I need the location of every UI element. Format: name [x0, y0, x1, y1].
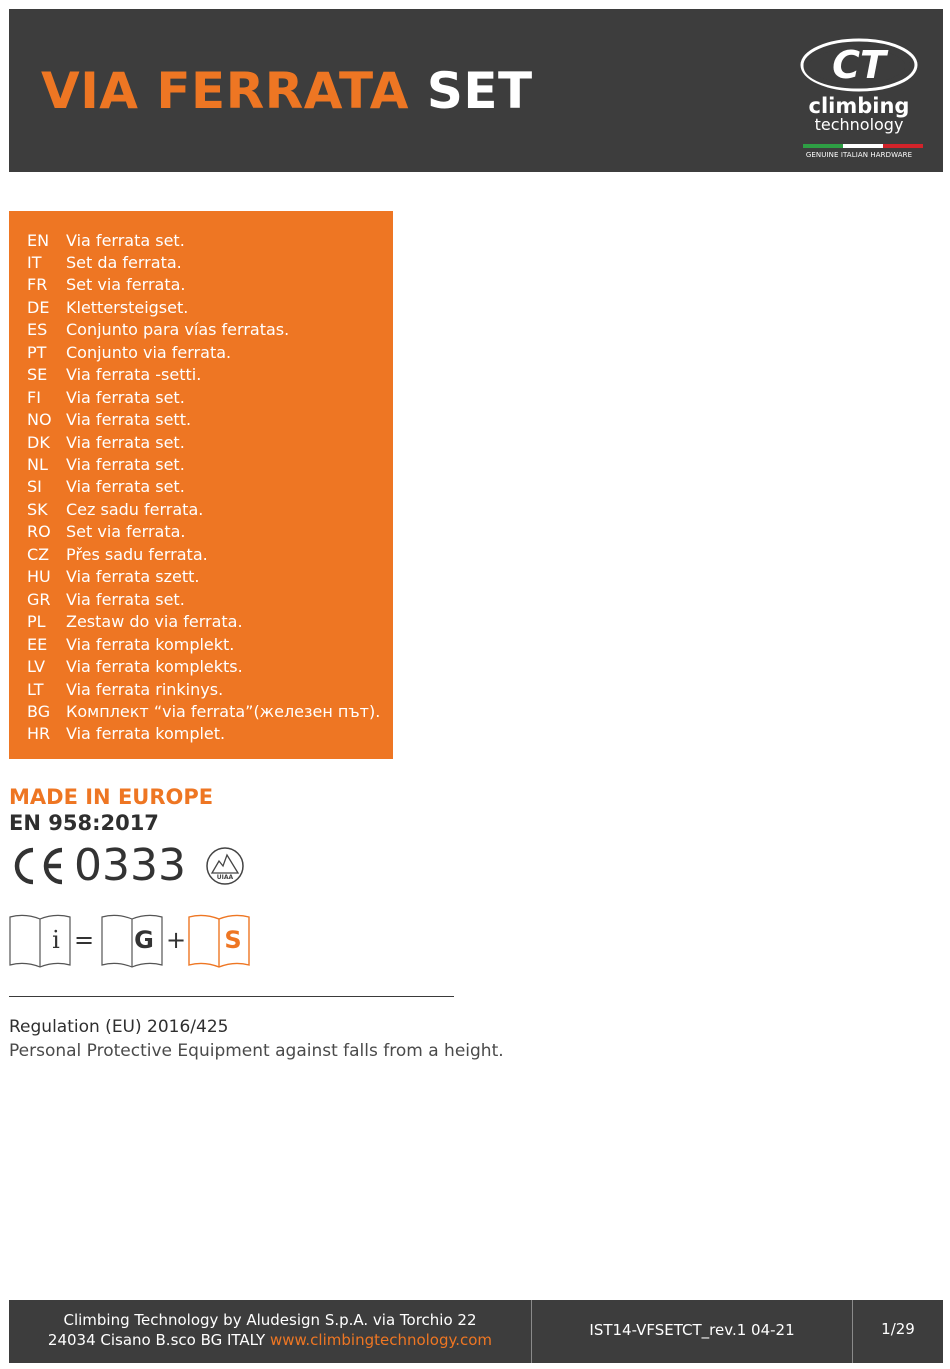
language-text: Via ferrata komplekts.: [66, 657, 243, 677]
language-code: IT: [27, 252, 42, 272]
brand-logo: [791, 35, 927, 165]
language-code: SK: [27, 499, 48, 519]
language-code: ES: [27, 320, 48, 340]
language-row: [27, 521, 185, 543]
language-text: Via ferrata set.: [66, 432, 185, 452]
language-code: NO: [27, 410, 52, 430]
language-code: EE: [27, 634, 48, 654]
title-white: SET: [426, 62, 533, 120]
language-row: [27, 543, 208, 565]
language-text: Klettersteigset.: [66, 297, 189, 317]
title-orange: VIA FERRATA: [41, 62, 409, 120]
language-text: Via ferrata set.: [66, 589, 185, 609]
language-text: Conjunto para vías ferratas.: [66, 320, 290, 340]
language-code: DK: [27, 432, 50, 452]
language-row: [27, 476, 185, 498]
address-text: 24034 Cisano B.sco BG ITALY: [47, 1331, 270, 1349]
language-row: [27, 409, 191, 431]
company-info: [9, 1310, 531, 1350]
ce-mark-icon: [9, 846, 69, 890]
address-line: [9, 1330, 531, 1350]
ct-monogram-icon: [791, 35, 927, 97]
specific-letter: S: [224, 926, 242, 954]
header-band: [9, 9, 943, 172]
page-title: [41, 61, 533, 121]
language-code: HR: [27, 724, 51, 744]
language-text: Via ferrata set.: [66, 477, 185, 497]
logo-monogram: CT: [832, 43, 886, 87]
regulation-description: Personal Protective Equipment against falls from a height.: [9, 1041, 504, 1061]
language-row: [27, 431, 185, 453]
language-code: DE: [27, 297, 50, 317]
norm-label: EN 958:2017: [9, 811, 159, 835]
info-letter: i: [52, 926, 60, 954]
document-code: IST14-VFSETCT_rev.1 04-21: [589, 1321, 795, 1339]
language-row: [27, 611, 243, 633]
language-text: Via ferrata szett.: [66, 567, 200, 587]
language-row: [27, 723, 225, 745]
language-text: Přes sadu ferrata.: [66, 544, 208, 564]
language-row: [27, 341, 231, 363]
language-row: [27, 274, 185, 296]
language-text: Via ferrata rinkinys.: [66, 679, 224, 699]
made-in-label: MADE IN EUROPE: [9, 785, 214, 809]
language-code: NL: [27, 455, 48, 474]
language-list: [9, 211, 393, 759]
language-code: PL: [27, 612, 46, 632]
notified-body-number: 0333: [74, 840, 186, 891]
language-row: [27, 386, 185, 408]
italian-flag-stripe: [803, 144, 923, 148]
language-row: [27, 296, 188, 318]
language-text: Via ferrata komplet.: [66, 724, 226, 744]
general-letter: G: [134, 926, 154, 954]
uiaa-icon: [205, 846, 245, 890]
language-text: Cez sadu ferrata.: [66, 499, 204, 519]
language-text: Via ferrata komplekt.: [66, 634, 235, 654]
language-text: Conjunto via ferrata.: [66, 342, 232, 362]
language-row: [27, 656, 243, 678]
logo-tagline: GENUINE ITALIAN HARDWARE: [805, 151, 913, 159]
plus-sign: +: [166, 926, 187, 954]
language-row: [27, 319, 289, 341]
language-code: GR: [27, 589, 51, 609]
footer-band: [9, 1300, 943, 1363]
language-code: CZ: [27, 544, 50, 564]
language-row: [27, 454, 185, 476]
regulation-title: Regulation (EU) 2016/425: [9, 1017, 229, 1037]
language-text: Set via ferrata.: [66, 275, 186, 295]
language-code: LV: [27, 657, 46, 677]
language-text: Via ferrata set.: [66, 455, 185, 474]
language-code: BG: [27, 701, 51, 721]
language-text: Zestaw do via ferrata.: [66, 612, 243, 632]
language-code: EN: [27, 230, 50, 250]
language-text: Set via ferrata.: [66, 522, 186, 542]
language-code: FR: [27, 275, 48, 295]
language-text: Via ferrata set.: [66, 230, 185, 250]
logo-line1: climbing: [808, 94, 910, 118]
language-code: LT: [27, 679, 44, 699]
language-row: [27, 364, 201, 386]
uiaa-label: UIAA: [216, 874, 234, 881]
page-number: 1/29: [881, 1320, 915, 1338]
divider: [9, 996, 454, 997]
instructions-diagram: [9, 913, 254, 969]
logo-line2: technology: [814, 115, 904, 134]
language-text: Via ferrata set.: [66, 387, 185, 407]
language-code: HU: [27, 567, 51, 587]
language-code: RO: [27, 522, 51, 542]
language-text: Via ferrata -setti.: [66, 365, 202, 385]
equals-sign: =: [74, 926, 95, 954]
language-code: SI: [27, 477, 42, 497]
language-row: [27, 633, 234, 655]
language-code: FI: [27, 387, 41, 407]
company-line: Climbing Technology by Aludesign S.p.A. via Torchio 22: [63, 1311, 477, 1329]
language-row: [27, 498, 203, 520]
website-link[interactable]: www.climbingtechnology.com: [269, 1331, 493, 1349]
language-code: PT: [27, 342, 47, 362]
language-text: Via ferrata sett.: [66, 410, 192, 430]
language-text: Комплект “via ferrata”(железен път).: [66, 701, 381, 721]
language-row: [27, 251, 182, 273]
language-row: [27, 566, 199, 588]
language-row: [27, 588, 185, 610]
language-row: [27, 678, 223, 700]
language-row: [27, 700, 380, 722]
language-row: [27, 229, 185, 251]
language-text: Set da ferrata.: [66, 252, 182, 272]
language-code: SE: [27, 365, 48, 385]
